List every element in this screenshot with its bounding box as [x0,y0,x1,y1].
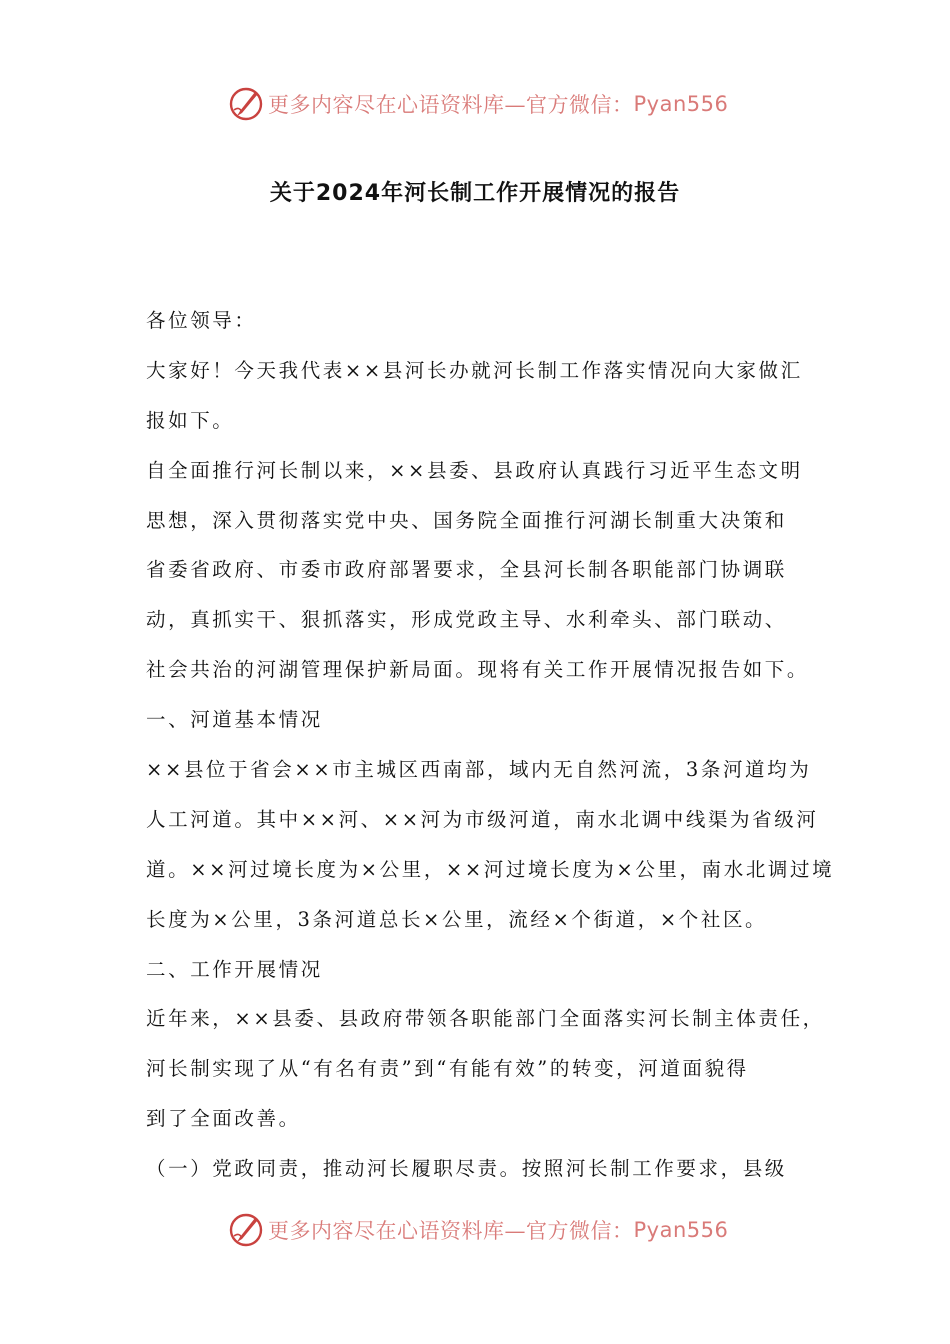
document-body [146,296,835,1194]
text-line: 大家好！今天我代表××县河长办就河长制工作落实情况向大家做汇 [146,358,803,382]
text-line: 到了全面改善。 [146,1107,301,1131]
wechat-id: Pyan556 [633,92,729,116]
wechat-id: Pyan556 [633,1218,729,1242]
text-line: 人工河道。其中××河、××河为市级河道，南水北调中线渠为省级河 [146,807,819,831]
text-line: 长度为×公里，3条河道总长×公里，流经×个街道，×个社区。 [146,907,768,931]
text-line: 河长制实现了从“有名有责”到“有能有效”的转变，河道面貌得 [146,1057,749,1081]
text-line: 省委省政府、市委市政府部署要求，全县河长制各职能部门协调联 [146,558,787,582]
text-line: 近年来，××县委、县政府带领各职能部门全面落实河长制主体责任， [146,1007,825,1031]
text-line: 思想，深入贯彻落实党中央、国务院全面推行河湖长制重大决策和 [146,508,787,532]
watermark-header [228,86,728,122]
text-line: 报如下。 [146,408,235,432]
text-line: 自全面推行河长制以来，××县委、县政府认真践行习近平生态文明 [146,458,803,482]
watermark-footer [228,1212,728,1248]
document-title: 关于2024年河长制工作开展情况的报告 [269,181,681,206]
quill-pen-logo-icon [228,1212,264,1248]
text-line: ××县位于省会××市主城区西南部，域内无自然河流，3条河道均为 [146,758,812,782]
watermark-text: 更多内容尽在心语资料库—官方微信： [268,93,634,117]
quill-pen-logo-icon [228,86,264,122]
watermark-text: 更多内容尽在心语资料库—官方微信： [268,1219,634,1243]
text-line: （一）党政同责，推动河长履职尽责。按照河长制工作要求，县级 [146,1157,787,1181]
text-line: 道。××河过境长度为×公里，××河过境长度为×公里，南水北调过境 [146,857,835,881]
section-heading: 二、工作开展情况 [146,957,323,981]
section-heading: 一、河道基本情况 [146,708,323,732]
text-line: 动，真抓实干、狠抓落实，形成党政主导、水利牵头、部门联动、 [146,608,787,632]
text-line: 社会共治的河湖管理保护新局面。现将有关工作开展情况报告如下。 [146,658,810,682]
text-line: 各位领导： [146,309,257,332]
